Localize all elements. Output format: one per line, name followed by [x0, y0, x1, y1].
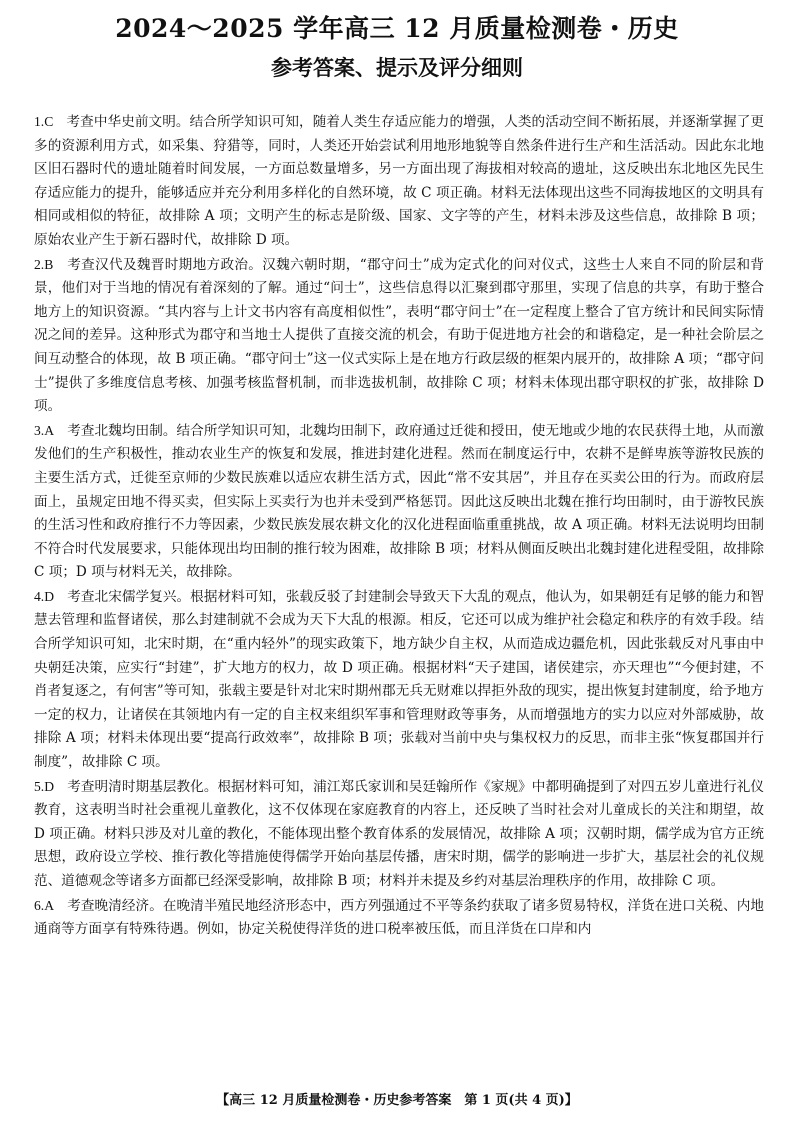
answer-item — [34, 585, 764, 775]
answer-item — [34, 419, 764, 585]
page-subtitle: 参考答案、提示及评分细则 — [271, 55, 523, 80]
answer-number: 4.D — [34, 588, 55, 604]
answer-item — [34, 253, 764, 419]
answer-number: 3.A — [34, 422, 55, 438]
answer-text: 考查北宋儒学复兴。根据材料可知，张载反驳了封建制会导致天下大乱的观点，他认为，如果朝廷有足够的能力和智慧去管理和监督诸侯，那么封建制就不会成为天下大乱的根源。相反，它还可以成为维护社会稳定和秩序的有效手段。结合所学知识可知，北宋时期，在“重内轻外”的现实政策下，地方缺少自主权，从而造成边疆危机，因此张载反对凡事由中央朝廷决策，应实行“封建”，扩大地方的权力，故 D 项正确。根据材料“天子建国，诸侯建宗，亦天理也”“今便封建，不肖者复逐之，有何害”等可知，张载主要是针对北宋时期州郡无兵无财难以捍拒外敌的现实，提出恢复封建制度，给予地方一定的权力，让诸侯在其领地内有一定的自主权来组织军事和管理财政等事务，从而增强地方的实力以应对外部威胁，故排除 A 项；材料未体现出要“提高行政效率”，故排除 B 项；张载对当前中央与集权权力的反思，而非主张“恢复郡国并行制度”，故排除 C 项。 — [34, 588, 765, 771]
answer-item — [34, 894, 764, 942]
answer-number: 2.B — [34, 256, 54, 272]
page-title: 2024～2025 学年高三 12 月质量检测卷・历史 — [115, 14, 679, 43]
answer-text: 考查中华史前文明。结合所学知识可知，随着人类生存适应能力的增强，人类的活动空间不断拓展，并逐渐掌握了更多的资源利用方式，如采集、狩猎等，同时，人类还开始尝试利用地形地貌等自然条件进行生产和生活活动。因此东北地区旧石器时代的遗址随着时间发展，一方面总数量增多，另一方面出现了海拔相对较高的遗址，这反映出东北地区先民生存适应能力的提升，能够适应并充分利用多样化的自然环境，故 C 项正确。材料无法体现出这些不同海拔地区的文明具有相同或相似的特征，故排除 A 项；文明产生的标志是阶级、国家、文字等的产生，材料未涉及这些信息，故排除 B 项；原始农业产生于新石器时代，故排除 D 项。 — [34, 114, 764, 248]
page-footer: 【高三 12 月质量检测卷・历史参考答案 第 1 页(共 4 页)】 — [216, 1093, 578, 1108]
answer-text: 考查汉代及魏晋时期地方政治。汉魏六朝时期，“郡守问士”成为定式化的问对仪式，这些士人来自不同的阶层和背景，他们对于当地的情况有着深刻的了解。通过“问士”，这些信息得以汇聚到郡守那里，实现了信息的共享，有助于整合地方上的知识资源。“其内容与上计文书内容有高度相似性”，表明“郡守问士”在一定程度上整合了官方统计和民间实际情况之间的差异。这种形式为郡守和当地士人提供了直接交流的机会，有助于促进地方社会的和谐稳定，是一种社会阶层之间互动整合的体现，故 B 项正确。“郡守问士”这一仪式实际上是在地方行政层级的框架内展开的，故排除 A 项；“郡守问士”提供了多维度信息考核、加强考核监督机制，而非选拔机制，故排除 C 项；材料未体现出郡守职权的扩张，故排除 D 项。 — [34, 256, 764, 415]
answer-number: 1.C — [34, 114, 54, 129]
answer-text: 考查北魏均田制。结合所学知识可知，北魏均田制下，政府通过迁徙和授田，使无地或少地的农民获得土地，从而激发他们的生产积极性，推动农业生产的恢复和发展，推进封建化进程。然而在制度运行中，农耕不是鲜卑族等游牧民族的主要生活方式，迁徙至京师的少数民族难以适应农耕生活方式，因此“常不安其居”，并且存在买卖公田的行为。而政府层面上，虽规定田地不得买卖，但实际上买卖行为也并未受到严格惩罚。因此这反映出北魏在推行均田制时，由于游牧民族的生活习性和政府推行不力等因素，少数民族发展农耕文化的汉化进程面临重重挑战，故 A 项正确。材料无法说明均田制不符合时代发展要求，只能体现出均田制的推行较为困难，故排除 B 项；材料从侧面反映出北魏封建化进程受阻，故排除 C 项；D 项与材料无关，故排除。 — [34, 422, 765, 581]
answer-item — [34, 775, 764, 894]
answer-text: 考查晚清经济。在晚清半殖民地经济形态中，西方列强通过不平等条约获取了诸多贸易特权，洋货在进口关税、内地通商等方面享有特殊待遇。例如，协定关税使得洋货的进口税率被压低，而且洋货在口岸和内 — [34, 897, 765, 938]
answer-list — [34, 110, 764, 942]
answer-text: 考查明清时期基层教化。根据材料可知，浦江郑氏家训和吴廷翰所作《家规》中都明确提到了对四五岁儿童进行礼仪教育，这表明当时社会重视儿童教化，这不仅体现在家庭教育的内容上，还反映了当时社会对儿童成长的关注和期望，故 D 项正确。材料只涉及对儿童的教化，不能体现出整个教育体系的发展情况，故排除 A 项；汉朝时期，儒学成为官方正统思想，政府设立学校、推行教化等措施使得儒学开始向基层传播，唐宋时期，儒学的影响进一步扩大，基层社会的礼仪规范、道德观念等诸多方面都已经深受影响，故排除 B 项；材料并未提及乡约对基层治理秩序的作用，故排除 C 项。 — [34, 778, 765, 889]
answer-number: 5.D — [34, 778, 55, 794]
answer-number: 6.A — [34, 897, 55, 913]
answer-item — [34, 110, 764, 253]
